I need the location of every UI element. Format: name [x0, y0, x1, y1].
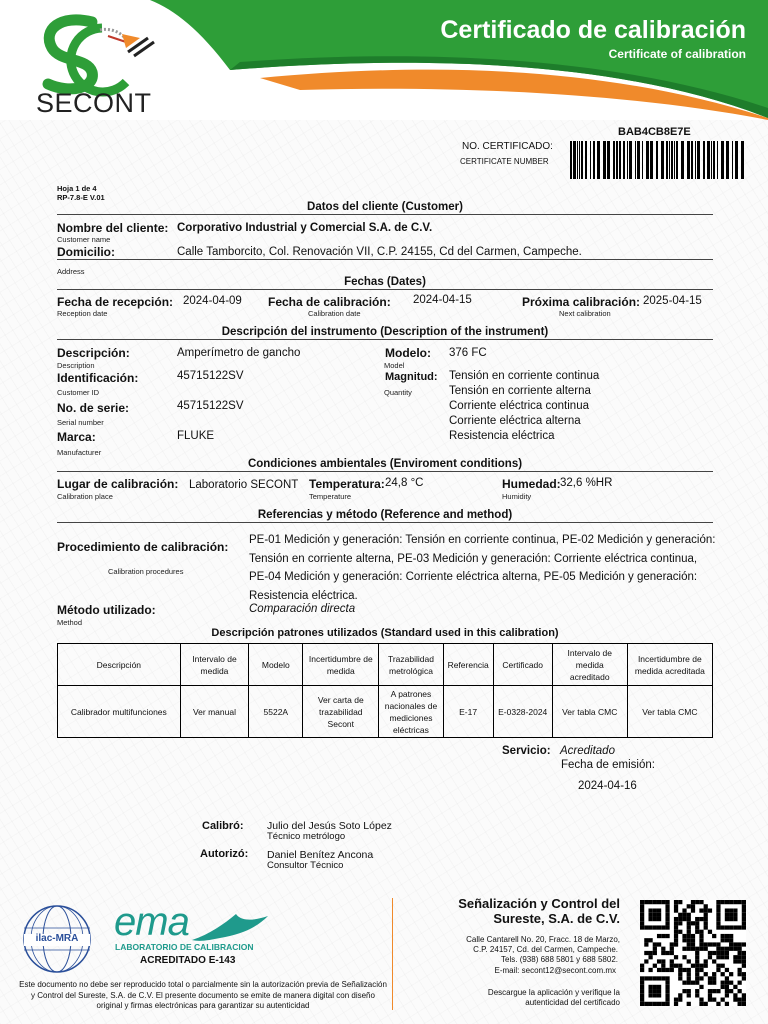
table-cell: Ver carta de trazabilidad Secont [303, 686, 379, 738]
table-cell: 5522A [249, 686, 303, 738]
calibration-place-label: Lugar de calibración: [57, 477, 179, 491]
column-header: Modelo [249, 644, 303, 686]
column-header: Intervalo de medida [180, 644, 249, 686]
certificate-number-label-en: CERTIFICATE NUMBER [460, 157, 549, 166]
method-label: Método utilizado: [57, 603, 156, 617]
calibration-place: Laboratorio SECONT [189, 479, 299, 491]
procedure-label-en: Calibration procedures [108, 567, 184, 576]
serial-number: 45715122SV [177, 400, 244, 412]
customer-section-title: Datos del cliente (Customer) [57, 201, 713, 215]
standards-section-title: Descripción patrones utilizados (Standard used in this calibration) [211, 627, 559, 639]
doc-code: RP-7.8-E V.01 [57, 193, 105, 202]
address-label: Domicilio: [57, 245, 713, 260]
instrument-brand: FLUKE [177, 430, 215, 442]
magnitude-item: Resistencia eléctrica [449, 430, 555, 442]
calibrated-by-role: Técnico metrólogo [267, 831, 346, 842]
temperature-label: Temperatura: [309, 477, 385, 491]
table-cell: A patrones nacionales de mediciones eléctricas [379, 686, 443, 738]
reception-date-label-en: Reception date [57, 309, 108, 318]
procedure-text: PE-01 Medición y generación: Tensión en corriente continua, PE-02 Medición y generación: Tensión en corriente alterna, PE-03 Medición y generación: Corriente eléctrica continua, PE-04 Medición y generación: Corriente eléctrica alterna, PE-05 Medición y generación: Resistencia eléctrica. [249, 534, 716, 602]
humidity-value: 32,6 %HR [560, 477, 613, 489]
barcode-icon [568, 141, 748, 181]
model-label-en: Model [384, 361, 405, 370]
instrument-section-title: Descripción del instrumento (Description of the instrument) [57, 326, 713, 340]
procedure-label: Procedimiento de calibración: [57, 540, 229, 554]
service-value: Acreditado [560, 745, 615, 757]
magnitude-item: Tensión en corriente alterna [449, 385, 591, 397]
instrument-desc-label-en: Description [57, 361, 95, 370]
authorized-by-role: Consultor Técnico [267, 860, 344, 871]
method-label-en: Method [57, 618, 83, 627]
certificate-subtitle: Certificate of calibration [608, 47, 746, 61]
next-calibration-date: 2025-04-15 [643, 295, 702, 307]
brand-label-en: Manufacturer [57, 448, 102, 457]
company-email: E-mail: secont12@secont.com.mx [494, 966, 616, 975]
customer-name-label-en: Customer name [57, 235, 111, 244]
column-header: Incertidumbre de medida [303, 644, 379, 686]
next-calibration-label-en: Next calibration [559, 309, 611, 318]
company-name-line1: Señalización y Control del [458, 896, 620, 911]
footer-divider [392, 898, 393, 1010]
table-cell: E-0328-2024 [493, 686, 552, 738]
instrument-model: 376 FC [449, 347, 487, 359]
address-label-en: Address [57, 267, 85, 276]
calibration-date: 2024-04-15 [413, 294, 472, 306]
instrument-id-label-en: Customer ID [57, 388, 100, 397]
calibration-place-label-en: Calibration place [57, 492, 113, 501]
standards-header-row [58, 644, 713, 686]
reception-date-label: Fecha de recepción: [57, 295, 174, 309]
qr-code-icon [640, 900, 746, 1006]
humidity-label-en: Humidity [502, 492, 532, 501]
company-name-line2: Sureste, S.A. de C.V. [493, 911, 620, 926]
next-calibration-label: Próxima calibración: [522, 295, 641, 309]
customer-name-label: Nombre del cliente: [57, 221, 169, 235]
issue-date-label: Fecha de emisión: [561, 759, 655, 771]
disclaimer-text: Este documento no debe ser reproducido total o parcialmente sin la autorización previa de Señalización y Control del Sureste, S.A. de C.V. El presente documento se emite de manera digital con diseño original y firmas electrónicas para garantizar su autenticidad [19, 980, 387, 1010]
service-label: Servicio: [502, 745, 551, 757]
temperature-label-en: Temperature [309, 492, 352, 501]
table-cell: Ver manual [180, 686, 249, 738]
standards-table [57, 643, 713, 738]
table-cell: Calibrador multifunciones [58, 686, 181, 738]
column-header: Trazabilidad metrológica [379, 644, 443, 686]
serial-label-en: Serial number [57, 418, 104, 427]
authorized-by-name: Daniel Benítez Ancona [267, 849, 374, 861]
certificate-number-label: NO. CERTIFICADO: [462, 141, 553, 152]
issue-date: 2024-04-16 [578, 780, 637, 792]
eagle-icon [190, 910, 270, 944]
model-label: Modelo: [385, 346, 431, 360]
table-row [58, 686, 713, 738]
temperature-value: 24,8 °C [385, 477, 424, 489]
company-address-line: Calle Cantarell No. 20, Fracc. 18 de Marzo, [466, 935, 620, 944]
reception-date: 2024-04-09 [183, 295, 242, 307]
humidity-label: Humedad: [502, 477, 561, 491]
table-cell: E-17 [443, 686, 493, 738]
calibrated-by-name: Julio del Jesús Soto López [267, 820, 392, 832]
column-header: Certificado [493, 644, 552, 686]
magnitude-item: Corriente eléctrica continua [449, 400, 589, 412]
instrument-id-label: Identificación: [57, 371, 139, 385]
magnitude-item: Corriente eléctrica alterna [449, 415, 581, 427]
magnitude-item: Tensión en corriente continua [449, 370, 600, 382]
lab-label: LABORATORIO DE CALIBRACION [115, 942, 254, 952]
page-number: Hoja 1 de 4 [57, 184, 97, 193]
instrument-desc-label: Descripción: [57, 346, 130, 360]
ilac-text: ilac-MRA [35, 933, 79, 944]
ilac-mra-logo [22, 904, 92, 974]
column-header: Referencia [443, 644, 493, 686]
app-note: Descargue la aplicación y verifique la autenticidad del certificado [487, 988, 620, 1007]
calibration-date-label: Fecha de calibración: [268, 295, 391, 309]
company-address-line: C.P. 24157, Cd. del Carmen, Campeche. [473, 945, 618, 954]
table-cell: Ver tabla CMC [627, 686, 712, 738]
brand-name: SECONT [36, 88, 152, 118]
column-header: Descripción [58, 644, 181, 686]
environment-section-title: Condiciones ambientales (Enviroment conditions) [57, 458, 713, 472]
method-value: Comparación directa [249, 603, 356, 615]
dates-section-title: Fechas (Dates) [57, 276, 713, 290]
instrument-id: 45715122SV [177, 370, 244, 382]
authorized-by-label: Autorizó: [200, 848, 249, 860]
instrument-desc: Amperímetro de gancho [177, 347, 301, 359]
certificate-number: BAB4CB8E7E [618, 126, 691, 138]
customer-name: Corporativo Industrial y Comercial S.A. de C.V. [177, 222, 433, 234]
calibrated-by-label: Calibró: [202, 820, 244, 832]
magnitude-label: Magnitud: [385, 371, 438, 383]
brand-label: Marca: [57, 430, 96, 444]
calibration-date-label-en: Calibration date [308, 309, 361, 318]
column-header: Intervalo de medida acreditado [552, 644, 627, 686]
references-section-title: Referencias y método (Reference and method) [57, 509, 713, 523]
company-address-line: Tels. (938) 688 5801 y 688 5802. [501, 955, 618, 964]
magnitude-label-en: Quantity [384, 388, 412, 397]
table-cell: Ver tabla CMC [552, 686, 627, 738]
certificate-title: Certificado de calibración [440, 16, 746, 44]
accreditation-number: ACREDITADO E-143 [140, 955, 236, 966]
serial-label: No. de serie: [57, 401, 130, 415]
ema-logo-text: ema [114, 900, 189, 944]
customer-address: Calle Tamborcito, Col. Renovación VII, C.P. 24155, Cd del Carmen, Campeche. [177, 246, 582, 258]
column-header: Incertidumbre de medida acreditada [627, 644, 712, 686]
